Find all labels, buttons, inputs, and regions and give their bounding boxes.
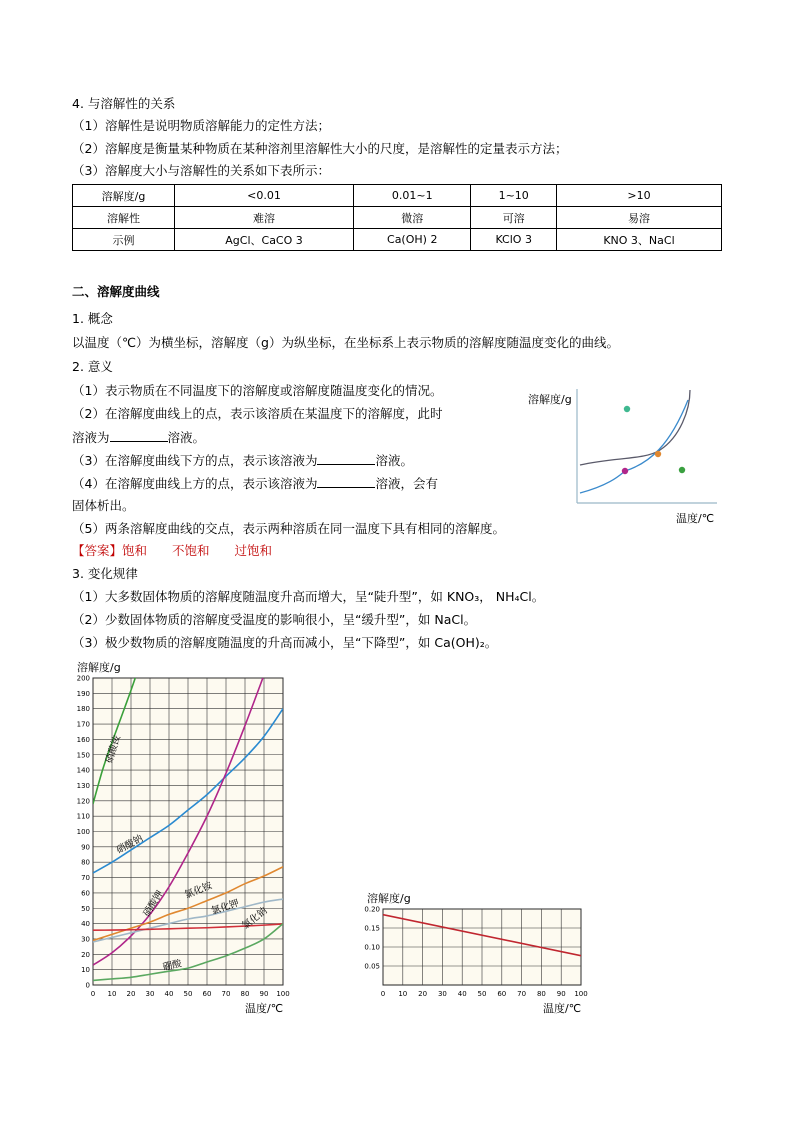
relation-item-3: （3）溶解度大小与溶解性的关系如下表所示： [72, 163, 330, 178]
y-tick-label: 0.15 [364, 924, 380, 933]
y-tick-label: 60 [81, 889, 90, 898]
series-label-氯化铵: 氯化铵 [183, 880, 214, 902]
y-tick-label: 120 [76, 797, 90, 806]
table-cell: KClO 3 [471, 229, 557, 251]
x-tick-label: 50 [183, 990, 193, 998]
x-tick-label: 90 [556, 990, 566, 998]
y-tick-label: 190 [76, 689, 90, 698]
x-tick-label: 90 [259, 990, 269, 998]
x-tick-label: 0 [380, 990, 386, 998]
answer-text: 饱和 不饱和 过饱和 [122, 543, 273, 558]
fill-blank [317, 451, 375, 465]
y-tick-label: 30 [81, 935, 90, 944]
table-cell: Ca(OH) 2 [354, 229, 471, 251]
schematic-point-intersection [622, 468, 628, 474]
concept-text: 以温度（℃）为横坐标，溶解度（g）为纵坐标，在坐标系上表示物质的溶解度随温度变化的曲线。 [72, 335, 619, 350]
table-cell: >10 [556, 185, 721, 207]
y-tick-label: 130 [76, 781, 90, 790]
table-cell: KNO 3、NaCl [556, 229, 721, 251]
solubility-table [72, 184, 722, 251]
table-cell: 溶解性 [73, 207, 175, 229]
y-tick-label: 100 [76, 828, 90, 836]
table-cell: 0.01~1 [354, 185, 471, 207]
y-axis-title: 溶解度/g [367, 892, 411, 905]
x-tick-label: 0 [90, 990, 96, 998]
schematic-ylabel: 溶解度/g [528, 393, 572, 406]
y-tick-label: 200 [76, 674, 90, 683]
table-cell: 示例 [73, 229, 175, 251]
meaning-item-2: （2）在溶解度曲线上的点，表示该溶质在某温度下的溶解度，此时 [72, 406, 443, 421]
meaning-title: 2. 意义 [72, 359, 113, 374]
schematic-xlabel: 温度/℃ [676, 512, 715, 525]
series-label-硝酸钾: 硝酸钾 [141, 888, 166, 919]
series-label-氯化钠: 氯化钠 [240, 905, 270, 932]
x-axis-title: 温度/℃ [245, 1002, 284, 1015]
relation-item-1: （1）溶解性是说明物质溶解能力的定性方法； [72, 118, 330, 133]
table-row [73, 229, 722, 251]
series-label-硼酸: 硼酸 [161, 958, 183, 974]
table-cell: 可溶 [471, 207, 557, 229]
x-tick-label: 80 [536, 990, 546, 998]
x-tick-label: 80 [240, 990, 250, 998]
y-tick-label: 180 [76, 705, 90, 714]
x-tick-label: 70 [221, 990, 231, 998]
fill-blank [110, 428, 168, 442]
schematic-curve-figure [520, 385, 720, 530]
x-axis-title: 温度/℃ [543, 1002, 582, 1015]
y-axis-title: 溶解度/g [77, 661, 121, 674]
schematic-point-above [624, 406, 630, 412]
rule-title: 3. 变化规律 [72, 566, 138, 581]
schematic-curve-steep [580, 390, 690, 465]
schematic-point-on-curve [655, 451, 661, 457]
x-tick-label: 50 [477, 990, 487, 998]
y-tick-label: 50 [81, 904, 90, 913]
y-tick-label: 140 [76, 766, 90, 775]
meaning-item-5: （5）两条溶解度曲线的交点，表示两种溶质在同一温度下具有相同的溶解度。 [72, 521, 505, 536]
y-tick-label: 0.20 [364, 905, 380, 914]
series-label-氯化钾: 氯化钾 [209, 897, 241, 918]
relation-item-2: （2）溶解度是衡量某种物质在某种溶剂里溶解性大小的尺度，是溶解性的定量表示方法； [72, 141, 568, 156]
table-cell: 微溶 [354, 207, 471, 229]
rule-item-3: （3）极少数物质的溶解度随温度的升高而减小，呈“下降型”，如 Ca(OH)₂。 [72, 635, 498, 650]
section-title-relation: 4. 与溶解性的关系 [72, 96, 176, 111]
concept-title: 1. 概念 [72, 311, 113, 326]
x-tick-label: 40 [457, 990, 467, 998]
x-tick-label: 100 [276, 990, 290, 998]
y-tick-label: 10 [81, 966, 90, 975]
y-tick-label: 150 [76, 751, 90, 760]
meaning-item-4-cont: 固体析出。 [72, 498, 135, 513]
text-segment: 溶液为 [72, 430, 110, 445]
meaning-item-1: （1）表示物质在不同温度下的溶解度或溶解度随温度变化的情况。 [72, 383, 443, 398]
series-label-硝酸钠: 硝酸钠 [114, 833, 145, 857]
fill-blank [317, 474, 375, 488]
y-tick-label: 0.05 [364, 962, 380, 971]
meaning-item-4 [72, 474, 438, 493]
solubility-chart-main [72, 655, 302, 1015]
table-cell: 难溶 [174, 207, 353, 229]
meaning-item-2-cont [72, 428, 205, 447]
x-tick-label: 10 [107, 990, 117, 998]
y-tick-label: 20 [81, 950, 90, 959]
table-cell: 1~10 [471, 185, 557, 207]
y-tick-label: 90 [81, 843, 90, 852]
schematic-curve-gentle [580, 400, 688, 493]
x-tick-label: 30 [145, 990, 155, 998]
answer-label: 【答案】 [72, 543, 123, 558]
x-tick-label: 10 [398, 990, 408, 998]
text-segment: 溶液。 [167, 430, 206, 445]
answer-line [72, 542, 272, 560]
meaning-item-3 [72, 451, 413, 470]
y-tick-label: 160 [76, 735, 90, 744]
text-segment: 溶液。 [375, 453, 413, 468]
table-row [73, 185, 722, 207]
y-tick-label: 0 [85, 981, 90, 990]
table-cell: 易溶 [556, 207, 721, 229]
part-title-solubility-curve: 二、溶解度曲线 [72, 284, 160, 299]
x-tick-label: 60 [497, 990, 507, 998]
y-tick-label: 80 [81, 858, 90, 867]
table-cell: AgCl、CaCO 3 [174, 229, 353, 251]
y-tick-label: 70 [81, 874, 90, 883]
table-cell: <0.01 [174, 185, 353, 207]
y-tick-label: 110 [76, 812, 90, 821]
solubility-chart-caoh2 [355, 885, 595, 1015]
y-tick-label: 170 [76, 720, 90, 729]
text-segment: （3）在溶解度曲线下方的点，表示该溶液为 [72, 453, 318, 468]
text-segment: （4）在溶解度曲线上方的点，表示该溶液为 [72, 476, 318, 491]
x-tick-label: 30 [437, 990, 447, 998]
rule-item-1: （1）大多数固体物质的溶解度随温度升高而增大，呈“陡升型”，如 KNO₃， NH₄Cl。 [72, 589, 545, 604]
x-tick-label: 60 [202, 990, 212, 998]
table-cell: 溶解度/g [73, 185, 175, 207]
rule-item-2: （2）少数固体物质的溶解度受温度的影响很小，呈“缓升型”，如 NaCl。 [72, 612, 477, 627]
x-tick-label: 100 [574, 990, 588, 998]
y-tick-label: 0.10 [364, 943, 380, 952]
x-tick-label: 20 [418, 990, 428, 998]
x-tick-label: 20 [126, 990, 136, 998]
x-tick-label: 70 [517, 990, 527, 998]
series-label-硝酸铵: 硝酸铵 [103, 734, 124, 765]
y-tick-label: 40 [81, 920, 90, 929]
schematic-point-below [679, 467, 685, 473]
table-row [73, 207, 722, 229]
x-tick-label: 40 [164, 990, 174, 998]
text-segment: 溶液，会有 [375, 476, 438, 491]
